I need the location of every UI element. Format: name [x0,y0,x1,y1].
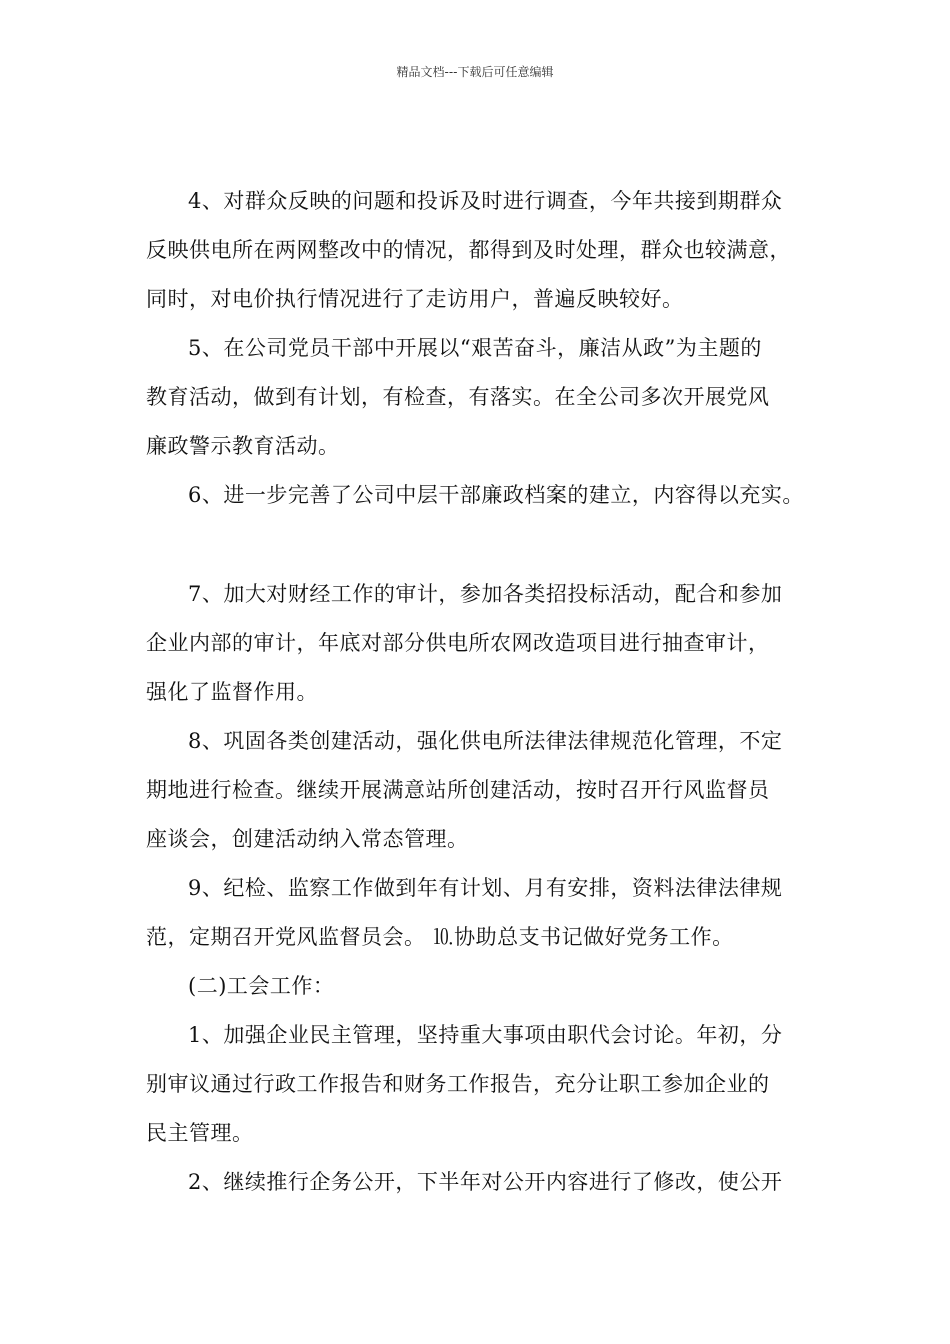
paragraph-9-line-2: 范，定期召开党风监督员会。 ⒑协助总支书记做好党务工作。 [146,925,734,949]
paragraph-7-line-1: 7、加大对财经工作的审计，参加各类招投标活动，配合和参加 [188,582,783,606]
union-paragraph-1-line-2: 别审议通过行政工作报告和财务工作报告，充分让职工参加企业的 [146,1072,770,1096]
paragraph-6-line-1: 6、进一步完善了公司中层干部廉政档案的建立，内容得以充实。 [188,483,804,507]
document-body [146,183,816,1213]
union-paragraph-1-line-1: 1、加强企业民主管理，坚持重大事项由职代会讨论。年初，分 [188,1023,783,1047]
section-heading-union-work: (二)工会工作： [188,974,335,998]
paragraph-8-line-1: 8、巩固各类创建活动，强化供电所法律法律规范化管理，不定 [188,729,783,753]
paragraph-7-line-2: 企业内部的审计，年底对部分供电所农网改造项目进行抽查审计， [146,631,770,655]
paragraph-4-line-2: 反映供电所在两网整改中的情况，都得到及时处理，群众也较满意， [146,238,791,262]
union-paragraph-1-line-3: 民主管理。 [146,1121,254,1145]
paragraph-5-line-3: 廉政警示教育活动。 [146,434,340,458]
paragraph-5-line-1: 5、在公司党员干部中开展以“艰苦奋斗，廉洁从政”为主题的 [188,336,762,360]
paragraph-4-line-1: 4、对群众反映的问题和投诉及时进行调查，今年共接到期群众 [188,189,783,213]
paragraph-5-line-2: 教育活动，做到有计划，有检查，有落实。在全公司多次开展党风 [146,385,770,409]
paragraph-8-line-3: 座谈会，创建活动纳入常态管理。 [146,827,469,851]
paragraph-8-line-2: 期地进行检查。继续开展满意站所创建活动，按时召开行风监督员 [146,778,770,802]
paragraph-9-line-1: 9、纪检、监察工作做到年有计划、月有安排，资料法律法律规 [188,876,783,900]
paragraph-7-line-3: 强化了监督作用。 [146,680,318,704]
paragraph-4-line-3: 同时，对电价执行情况进行了走访用户，普遍反映较好。 [146,287,684,311]
page-header: 精品文档---下载后可任意编辑 [396,65,554,79]
union-paragraph-2-line-1: 2、继续推行企务公开，下半年对公开内容进行了修改，使公开 [188,1170,783,1194]
blank-spacer [146,526,816,576]
